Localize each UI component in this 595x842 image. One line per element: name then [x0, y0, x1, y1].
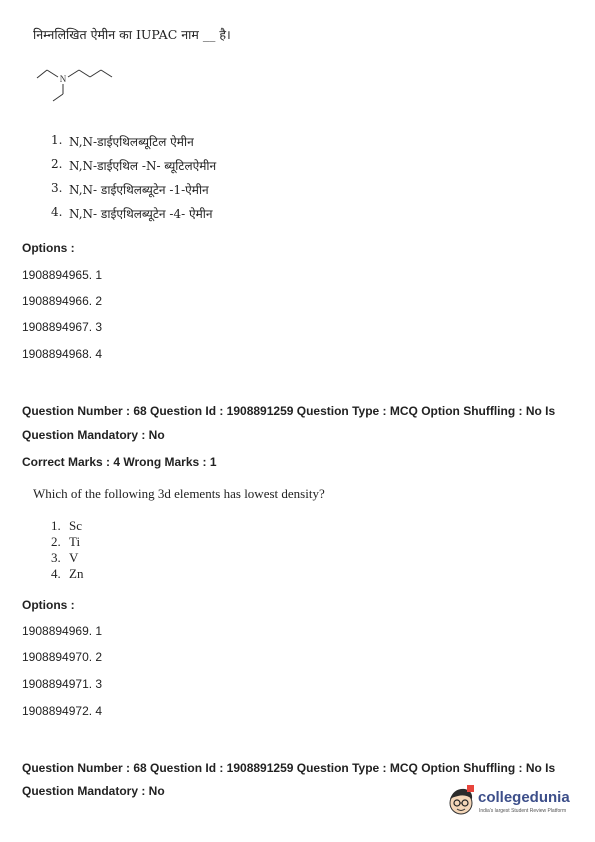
choice-item: 3. N,N- डाईएथिलब्यूटेन -1-ऐमीन: [51, 181, 209, 197]
question-stem: Which of the following 3d elements has lowest density?: [33, 486, 325, 501]
mascot-icon: [446, 785, 476, 817]
options-label: Options :: [22, 241, 75, 255]
question-mandatory: Question Mandatory : No: [22, 428, 165, 442]
option-id: 1908894972. 4: [22, 704, 103, 718]
logo-tagline: India's largest Student Review Platform: [479, 808, 567, 814]
question-mandatory: Question Mandatory : No: [22, 784, 165, 798]
option-id: 1908894965. 1: [22, 268, 103, 282]
option-id: 1908894969. 1: [22, 624, 103, 638]
choice-item: 3. V: [51, 550, 79, 565]
choice-item: 4. Zn: [51, 566, 84, 581]
question-meta: Question Number : 68 Question Id : 1908891259 Question Type : MCQ Option Shuffling : No Is: [22, 761, 556, 775]
choice-item: 2. N,N-डाईएथिल -N- ब्यूटिलऐमीन: [51, 157, 217, 173]
option-id: 1908894966. 2: [22, 294, 103, 308]
question-stem-hindi: निम्नलिखित ऐमीन का IUPAC नाम __ है।: [33, 27, 231, 42]
option-id: 1908894970. 2: [22, 650, 103, 664]
choice-list-hindi: [51, 133, 216, 229]
question-meta: Question Number : 68 Question Id : 1908891259 Question Type : MCQ Option Shuffling : No Is: [22, 404, 556, 418]
option-id: 1908894968. 4: [22, 347, 103, 361]
choice-item: 1. Sc: [51, 518, 82, 533]
choice-item: 2. Ti: [51, 534, 81, 549]
option-id: 1908894971. 3: [22, 677, 103, 691]
option-id: 1908894967. 3: [22, 320, 103, 334]
options-label: Options :: [22, 598, 75, 612]
choice-list: [51, 518, 83, 582]
collegedunia-logo: [446, 783, 578, 823]
nitrogen-atom-label: N: [59, 74, 67, 84]
amine-structure-diagram: [33, 64, 143, 110]
choice-item: 1. N,N-डाईएथिलब्यूटिल ऐमीन: [51, 133, 194, 149]
choice-item: 4. N,N- डाईएथिलब्यूटेन -4- ऐमीन: [51, 205, 213, 221]
logo-wordmark: collegedunia: [478, 789, 570, 806]
question-marks: Correct Marks : 4 Wrong Marks : 1: [22, 455, 217, 469]
